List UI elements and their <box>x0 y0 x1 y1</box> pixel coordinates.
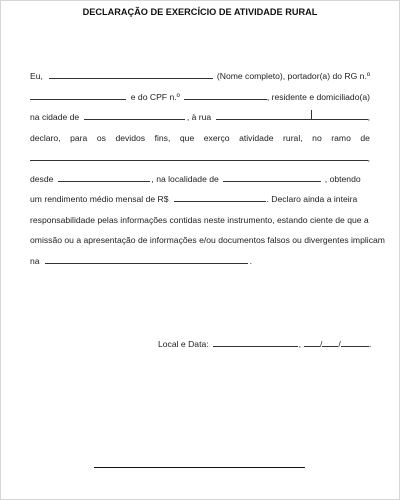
declaro-word: atividade <box>239 132 274 143</box>
year-blank[interactable] <box>341 336 372 349</box>
text-na: na <box>30 255 40 266</box>
cpf-blank[interactable] <box>184 89 267 100</box>
local-blank[interactable] <box>213 336 298 347</box>
line-declaro <box>30 128 370 149</box>
rg-blank[interactable] <box>30 89 126 100</box>
declaro-word: no <box>312 132 322 143</box>
text-sep: , <box>298 339 302 349</box>
text-residence: , residente e domiciliado(a) <box>266 91 370 102</box>
text-city: na cidade de <box>30 112 80 122</box>
line-na <box>30 251 370 272</box>
locality-blank[interactable] <box>223 171 321 182</box>
month-blank[interactable] <box>322 336 341 349</box>
street-blank[interactable] <box>216 109 311 120</box>
line-address <box>30 107 370 128</box>
day-blank[interactable] <box>304 336 323 349</box>
declaro-word: devidos <box>115 132 146 143</box>
name-blank[interactable] <box>49 68 213 79</box>
text-period: . <box>368 339 372 349</box>
text-income: um rendimento médio mensal de R$ <box>30 194 169 204</box>
line-desde <box>30 169 370 190</box>
line-name <box>30 66 370 87</box>
text-slash: / <box>320 339 323 349</box>
text-comma: , <box>367 112 370 122</box>
declaro-word: fins, <box>154 132 171 143</box>
city-blank[interactable] <box>84 109 185 120</box>
local-date-label: Local e Data: <box>158 339 209 349</box>
line-responsabilidade <box>30 210 370 231</box>
line-ramo-blank <box>30 148 370 169</box>
income-blank[interactable] <box>174 191 266 202</box>
declaration-body <box>30 66 385 271</box>
text-declaro-ainda: . Declaro ainda a inteira <box>266 194 358 204</box>
text-eu: Eu, <box>30 71 43 81</box>
line-omissao <box>30 230 385 251</box>
text-slash: / <box>338 339 341 349</box>
number-blank[interactable] <box>312 109 368 120</box>
signature-line[interactable] <box>94 467 305 468</box>
document-title: DECLARAÇÃO DE EXERCÍCIO DE ATIVIDADE RURAL <box>82 7 318 17</box>
text-street: , à rua <box>186 112 212 122</box>
text-rg: (Nome completo), portador(a) do RG n.º <box>216 71 370 81</box>
line-cpf <box>30 87 370 108</box>
declaro-word: exerço <box>203 132 230 143</box>
line-income <box>30 189 370 210</box>
declaro-word: que <box>179 132 195 143</box>
text-period: . <box>249 255 252 266</box>
declaro-word: rural, <box>283 132 303 143</box>
declaro-word: ramo <box>331 132 351 143</box>
since-blank[interactable] <box>58 171 150 182</box>
declaro-word: os <box>96 132 106 143</box>
text-responsabilidade: responsabilidade pelas informações contidas neste instrumento, estando ciente de que a <box>30 214 369 225</box>
text-cpf: e do CPF n.º <box>130 91 180 102</box>
declaro-word: declaro, <box>30 132 61 143</box>
text-comma: , <box>367 153 370 163</box>
implicacao-blank[interactable] <box>45 253 248 264</box>
text-locality: , na localidade de <box>151 173 219 184</box>
text-desde: desde <box>30 173 54 184</box>
local-date-line <box>158 336 371 349</box>
declaro-word: de <box>360 132 370 143</box>
ramo-blank[interactable] <box>30 150 368 161</box>
text-omissao: omissão ou a apresentação de informações e/ou documentos falsos ou divergentes implicam <box>30 235 385 245</box>
declaro-word: para <box>70 132 88 143</box>
text-obtendo: , obtendo <box>324 173 361 184</box>
